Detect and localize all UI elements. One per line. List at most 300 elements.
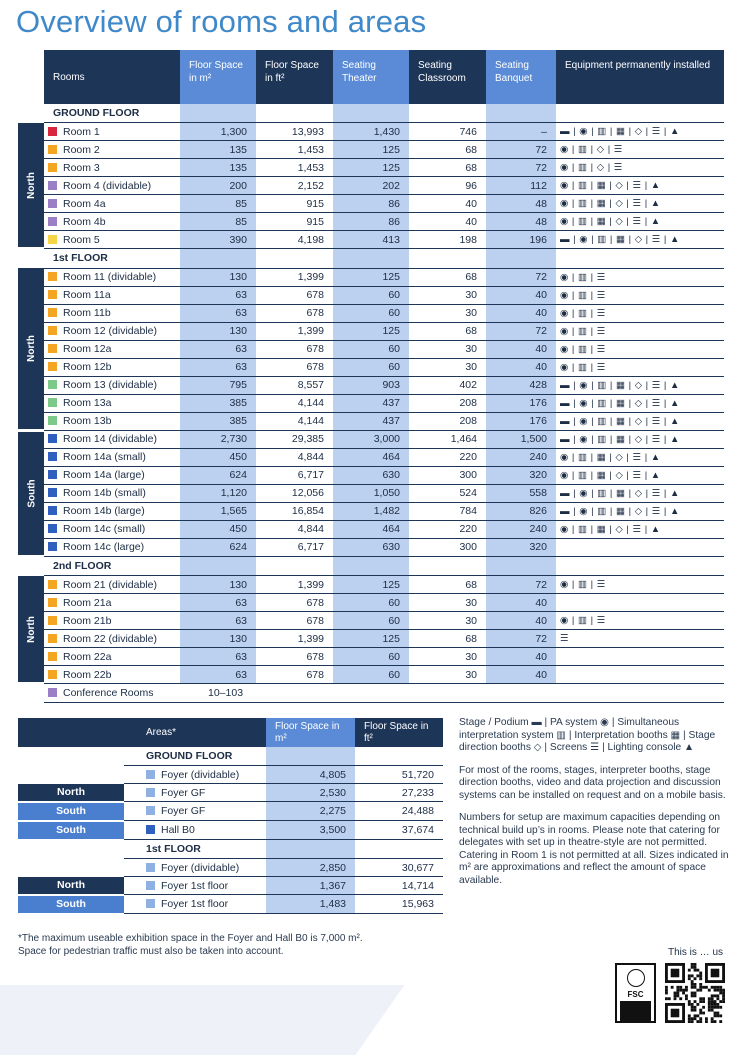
equipment-cell: ◉ | ▥ | ☰ (556, 576, 724, 594)
room-m2-cell: 624 (180, 466, 256, 484)
room-m2-cell: 385 (180, 394, 256, 412)
rooms-header-row (18, 50, 724, 104)
qr-module (714, 986, 717, 989)
legend (459, 717, 729, 897)
room-theater-cell: 60 (333, 594, 409, 612)
equipment-cell: ◉ | ▥ | ☰ (556, 322, 724, 340)
area-row[interactable] (18, 859, 443, 877)
room-banquet-cell: 72 (486, 630, 556, 648)
conference-empty-cell (556, 684, 724, 703)
room-color-swatch (48, 308, 57, 317)
areas-floor-row (18, 747, 443, 766)
background-stripe (0, 985, 405, 1055)
side-label-text: North (25, 335, 37, 363)
room-row[interactable] (18, 304, 724, 322)
room-theater-cell: 1,430 (333, 123, 409, 141)
qr-module (694, 963, 697, 966)
room-color-swatch (48, 163, 57, 172)
room-m2-cell: 63 (180, 594, 256, 612)
floor-heading-cell (409, 104, 486, 123)
room-theater-cell: 86 (333, 195, 409, 213)
qr-module (691, 1003, 694, 1006)
room-ft2-cell: 4,144 (256, 394, 333, 412)
room-theater-cell: 60 (333, 286, 409, 304)
equipment-cell: ◉ | ▥ | ☰ (556, 340, 724, 358)
room-row[interactable] (18, 231, 724, 249)
room-banquet-cell: – (486, 123, 556, 141)
qr-module (699, 989, 702, 992)
room-color-swatch (48, 598, 57, 607)
room-theater-cell: 1,482 (333, 502, 409, 520)
qr-module (694, 966, 697, 969)
qr-code-icon[interactable] (665, 963, 725, 1023)
qr-module (714, 1020, 717, 1023)
room-banquet-cell: 40 (486, 340, 556, 358)
room-row[interactable] (18, 612, 724, 630)
room-row[interactable] (18, 412, 724, 430)
qr-module (702, 997, 705, 1000)
room-classroom-cell: 30 (409, 358, 486, 376)
qr-module (716, 1014, 719, 1017)
qr-module (691, 986, 694, 989)
room-banquet-cell: 40 (486, 648, 556, 666)
floor-heading-cell (180, 249, 256, 269)
room-name: Room 13 (dividable) (63, 379, 157, 391)
room-ft2-cell: 6,717 (256, 466, 333, 484)
side-label-south (18, 430, 44, 556)
area-color-swatch (146, 806, 155, 815)
equipment-cell: ▬ | ◉ | ▥ | ▦ | ◇ | ☰ | ▲ (556, 123, 724, 141)
room-ft2-cell: 915 (256, 195, 333, 213)
room-row[interactable] (18, 594, 724, 612)
room-ft2-cell: 1,453 (256, 159, 333, 177)
room-name: Room 14c (large) (63, 541, 145, 553)
room-name-cell (44, 430, 180, 448)
area-row[interactable] (18, 766, 443, 784)
qr-module (671, 1009, 680, 1018)
room-name: Room 4a (63, 197, 106, 210)
room-banquet-cell: 558 (486, 484, 556, 502)
room-banquet-cell: 48 (486, 195, 556, 213)
equipment-cell: ▬ | ◉ | ▥ | ▦ | ◇ | ☰ | ▲ (556, 412, 724, 430)
side-label-north (18, 576, 44, 684)
qr-module (699, 986, 702, 989)
room-theater-cell: 60 (333, 358, 409, 376)
header-equipment: Equipment permanently installed (556, 50, 724, 104)
qr-module (679, 997, 682, 1000)
qr-module (685, 994, 688, 997)
area-row[interactable] (18, 821, 443, 840)
room-name: Room 14b (large) (63, 505, 145, 517)
areas-header-spacer (18, 718, 124, 747)
room-theater-cell: 202 (333, 177, 409, 195)
room-color-swatch (48, 145, 57, 154)
qr-module (694, 1014, 697, 1017)
qr-module (696, 974, 699, 977)
qr-module (688, 969, 691, 972)
qr-module (688, 1017, 691, 1020)
room-row[interactable] (18, 576, 724, 594)
room-classroom-cell: 68 (409, 159, 486, 177)
room-ft2-cell: 678 (256, 648, 333, 666)
room-row[interactable] (18, 376, 724, 394)
room-row[interactable] (18, 520, 724, 538)
equipment-cell: ▬ | ◉ | ▥ | ▦ | ◇ | ☰ | ▲ (556, 502, 724, 520)
qr-module (691, 974, 694, 977)
side-label-text: South (26, 479, 38, 508)
room-name-cell (44, 195, 180, 213)
room-name: Room 12b (63, 361, 112, 373)
qr-module (708, 1006, 711, 1009)
area-m2-cell: 2,275 (266, 802, 355, 821)
room-row[interactable] (18, 394, 724, 412)
room-row[interactable] (18, 666, 724, 684)
room-name: Room 14 (dividable) (63, 433, 157, 445)
room-m2-cell: 1,300 (180, 123, 256, 141)
qr-module (714, 1003, 717, 1006)
room-row[interactable] (18, 358, 724, 376)
floor-heading-cell (486, 104, 556, 123)
room-name-cell (44, 484, 180, 502)
qr-module (696, 1020, 699, 1023)
areas-floor-row (18, 840, 443, 859)
room-name-cell (44, 394, 180, 412)
room-name-cell (44, 502, 180, 520)
room-name-cell (44, 630, 180, 648)
area-ft2-cell: 51,720 (355, 766, 443, 784)
qr-module (691, 1017, 694, 1020)
room-name: Room 14c (small) (63, 523, 146, 535)
fsc-band (620, 1001, 651, 1021)
room-banquet-cell: 240 (486, 520, 556, 538)
qr-module (711, 969, 720, 978)
side-spacer (18, 684, 44, 703)
qr-module (685, 997, 688, 1000)
room-theater-cell: 630 (333, 538, 409, 556)
floor-heading-cell (486, 556, 556, 576)
room-row[interactable] (18, 268, 724, 286)
room-name-cell (44, 213, 180, 231)
area-row[interactable] (18, 784, 443, 802)
room-color-swatch (48, 380, 57, 389)
room-theater-cell: 60 (333, 612, 409, 630)
qr-module (716, 1012, 719, 1015)
room-ft2-cell: 1,399 (256, 268, 333, 286)
qr-module (694, 1000, 697, 1003)
qr-module (708, 989, 711, 992)
room-row[interactable] (18, 123, 724, 141)
room-ft2-cell: 678 (256, 666, 333, 684)
equipment-cell (556, 666, 724, 684)
room-banquet-cell: 176 (486, 412, 556, 430)
area-name: Foyer (dividable) (161, 861, 240, 874)
room-row[interactable] (18, 630, 724, 648)
room-classroom-cell: 68 (409, 630, 486, 648)
room-row[interactable] (18, 159, 724, 177)
room-color-swatch (48, 542, 57, 551)
room-color-swatch (48, 181, 57, 190)
room-name-cell (44, 666, 180, 684)
floor-heading-cell (486, 249, 556, 269)
qr-module (705, 1017, 708, 1020)
footnote-line-2: Space for pedestrian traffic must also be taken into account. (18, 945, 284, 957)
floor-heading-cell (409, 249, 486, 269)
equipment-cell: ◉ | ▥ | ▦ | ◇ | ☰ | ▲ (556, 520, 724, 538)
room-theater-cell: 60 (333, 304, 409, 322)
area-zone-cell: North (18, 877, 124, 895)
qr-module (694, 1006, 697, 1009)
room-name: Room 21b (63, 614, 112, 627)
room-name-cell (44, 177, 180, 195)
room-name-cell (44, 123, 180, 141)
qr-module (722, 989, 725, 992)
room-color-swatch (48, 217, 57, 226)
area-color-swatch (146, 770, 155, 779)
room-row[interactable] (18, 502, 724, 520)
room-ft2-cell: 1,399 (256, 576, 333, 594)
room-name-cell (44, 358, 180, 376)
room-theater-cell: 3,000 (333, 430, 409, 448)
room-row[interactable] (18, 322, 724, 340)
room-banquet-cell: 48 (486, 213, 556, 231)
room-row[interactable] (18, 648, 724, 666)
conference-empty-cell (409, 684, 486, 703)
equipment-cell (556, 648, 724, 666)
room-ft2-cell: 4,198 (256, 231, 333, 249)
qr-module (711, 1003, 714, 1006)
floor-heading-cell (333, 249, 409, 269)
room-color-swatch (48, 290, 57, 299)
room-row[interactable] (18, 213, 724, 231)
legend-capacity-note: Numbers for setup are maximum capacities depending on technical build up’s in rooms. Please note that catering for delegates with set up in theatre-style are not permitted. Catering in Room 1 is not permitted at all. Sizes indicated in m² are approximations and reflect the amount of space available. (459, 812, 729, 886)
room-classroom-cell: 30 (409, 648, 486, 666)
qr-module (711, 1017, 714, 1020)
room-color-swatch (48, 634, 57, 643)
room-classroom-cell: 30 (409, 594, 486, 612)
room-banquet-cell: 72 (486, 322, 556, 340)
area-row[interactable] (18, 802, 443, 821)
room-color-swatch (48, 344, 57, 353)
areas-header-floor-ft2: Floor Space in ft² (355, 718, 443, 747)
room-color-swatch (48, 524, 57, 533)
areas-body (18, 747, 443, 914)
room-name-cell (44, 538, 180, 556)
room-color-swatch (48, 235, 57, 244)
qr-module (696, 1014, 699, 1017)
qr-module (711, 986, 714, 989)
room-color-swatch (48, 688, 57, 697)
qr-module (722, 1000, 725, 1003)
qr-module (702, 986, 705, 989)
room-name: Room 1 (63, 125, 100, 138)
rooms-table (18, 50, 724, 703)
areas-table (18, 718, 443, 915)
room-theater-cell: 125 (333, 322, 409, 340)
room-name: Room 11b (63, 307, 111, 319)
area-name-cell (124, 877, 266, 895)
conference-name-cell (44, 684, 180, 703)
area-name-cell (124, 895, 266, 914)
area-name-cell (124, 766, 266, 784)
room-name: Room 3 (63, 161, 100, 174)
room-m2-cell: 135 (180, 141, 256, 159)
room-m2-cell: 85 (180, 195, 256, 213)
room-name: Room 14a (small) (63, 451, 146, 463)
qr-module (696, 1003, 699, 1006)
room-theater-cell: 903 (333, 376, 409, 394)
qr-module (711, 1000, 714, 1003)
room-row[interactable] (18, 141, 724, 159)
floor-heading-cell (333, 556, 409, 576)
room-m2-cell: 63 (180, 612, 256, 630)
room-ft2-cell: 1,399 (256, 630, 333, 648)
equipment-cell: ◉ | ▥ | ☰ (556, 304, 724, 322)
equipment-cell: ◉ | ▥ | ▦ | ◇ | ☰ | ▲ (556, 213, 724, 231)
floor-heading-cell (556, 556, 724, 576)
qr-module (685, 989, 688, 992)
equipment-cell (556, 594, 724, 612)
room-name: Room 4 (dividable) (63, 179, 152, 192)
side-label-text: North (25, 615, 37, 643)
room-row[interactable] (18, 340, 724, 358)
room-ft2-cell: 4,844 (256, 520, 333, 538)
qr-module (674, 992, 677, 995)
area-ft2-cell: 15,963 (355, 895, 443, 914)
qr-module (699, 1020, 702, 1023)
conference-row[interactable] (18, 684, 724, 703)
room-theater-cell: 60 (333, 648, 409, 666)
area-zone-cell (18, 859, 124, 877)
side-label-north (18, 268, 44, 430)
header-rooms-label: Rooms (53, 71, 85, 83)
room-m2-cell: 63 (180, 358, 256, 376)
room-row[interactable] (18, 177, 724, 195)
equipment-cell: ◉ | ▥ | ◇ | ☰ (556, 141, 724, 159)
areas-floor-spacer (18, 747, 124, 766)
area-ft2-cell: 24,488 (355, 802, 443, 821)
qr-module (711, 1009, 714, 1012)
room-name: Room 14b (small) (63, 487, 146, 499)
room-m2-cell: 135 (180, 159, 256, 177)
room-color-swatch (48, 362, 57, 371)
floor-heading-cell (256, 556, 333, 576)
room-name: Room 13b (63, 415, 112, 427)
floor-heading-cell (18, 104, 44, 123)
qr-module (688, 1003, 691, 1006)
area-name: Foyer (dividable) (161, 768, 240, 781)
qr-module (716, 1003, 719, 1006)
qr-module (708, 1000, 711, 1003)
room-classroom-cell: 1,464 (409, 430, 486, 448)
room-name-cell (44, 268, 180, 286)
room-name-cell (44, 286, 180, 304)
room-name: Room 4b (63, 215, 106, 228)
area-zone-cell (18, 766, 124, 784)
room-banquet-cell: 320 (486, 466, 556, 484)
room-row[interactable] (18, 484, 724, 502)
equipment-cell: ◉ | ▥ | ☰ (556, 612, 724, 630)
room-m2-cell: 1,120 (180, 484, 256, 502)
area-row[interactable] (18, 895, 443, 914)
qr-module (691, 966, 694, 969)
room-row[interactable] (18, 195, 724, 213)
room-banquet-cell: 428 (486, 376, 556, 394)
room-banquet-cell: 72 (486, 268, 556, 286)
qr-module (699, 1017, 702, 1020)
room-classroom-cell: 96 (409, 177, 486, 195)
conference-m2-cell: 10–103 (180, 684, 256, 703)
qr-module (682, 989, 685, 992)
room-name: Room 2 (63, 143, 100, 156)
legend-symbols: Stage / Podium ▬ | PA system ◉ | Simultaneous interpretation system ▥ | Interpretation booths ▦ | Stage direction booths ◇ | Screens ☰ | Lighting console ▲ (459, 717, 716, 753)
room-name-cell (44, 594, 180, 612)
area-row[interactable] (18, 877, 443, 895)
qr-module (711, 1006, 714, 1009)
room-name-cell (44, 304, 180, 322)
area-m2-cell: 2,530 (266, 784, 355, 802)
room-ft2-cell: 678 (256, 340, 333, 358)
qr-module (691, 994, 694, 997)
room-theater-cell: 1,050 (333, 484, 409, 502)
this-is-us-label: This is … us (668, 947, 724, 958)
room-classroom-cell: 30 (409, 286, 486, 304)
area-zone-cell: South (18, 895, 124, 914)
equipment-cell: ◉ | ▥ | ▦ | ◇ | ☰ | ▲ (556, 466, 724, 484)
conference-empty-cell (256, 684, 333, 703)
room-ft2-cell: 6,717 (256, 538, 333, 556)
room-theater-cell: 437 (333, 412, 409, 430)
room-classroom-cell: 40 (409, 213, 486, 231)
area-ft2-cell: 30,677 (355, 859, 443, 877)
floor-heading-cell (556, 104, 724, 123)
qr-module (665, 989, 668, 992)
room-row[interactable] (18, 286, 724, 304)
area-ft2-cell: 37,674 (355, 821, 443, 840)
room-row[interactable] (18, 430, 724, 448)
qr-module (699, 983, 702, 986)
area-m2-cell: 3,500 (266, 821, 355, 840)
side-label-north (18, 123, 44, 249)
qr-module (694, 969, 697, 972)
room-ft2-cell: 13,993 (256, 123, 333, 141)
room-name-cell (44, 231, 180, 249)
room-row[interactable] (18, 448, 724, 466)
areas-header-floor-m2: Floor Space in m² (266, 718, 355, 747)
room-ft2-cell: 8,557 (256, 376, 333, 394)
qr-module (716, 986, 719, 989)
qr-module (691, 1006, 694, 1009)
room-color-swatch (48, 452, 57, 461)
floor-heading-cell (556, 249, 724, 269)
room-name-cell (44, 412, 180, 430)
room-ft2-cell: 2,152 (256, 177, 333, 195)
area-color-swatch (146, 863, 155, 872)
room-row[interactable] (18, 538, 724, 556)
room-banquet-cell: 72 (486, 159, 556, 177)
qr-module (714, 1006, 717, 1009)
room-m2-cell: 130 (180, 268, 256, 286)
area-name-cell (124, 821, 266, 840)
room-name: Room 13a (63, 397, 112, 409)
qr-module (694, 977, 697, 980)
room-row[interactable] (18, 466, 724, 484)
qr-module (679, 989, 682, 992)
qr-module (676, 994, 679, 997)
qr-module (699, 1009, 702, 1012)
room-classroom-cell: 300 (409, 466, 486, 484)
room-ft2-cell: 12,056 (256, 484, 333, 502)
areas-header-areas: Areas* (124, 718, 266, 747)
